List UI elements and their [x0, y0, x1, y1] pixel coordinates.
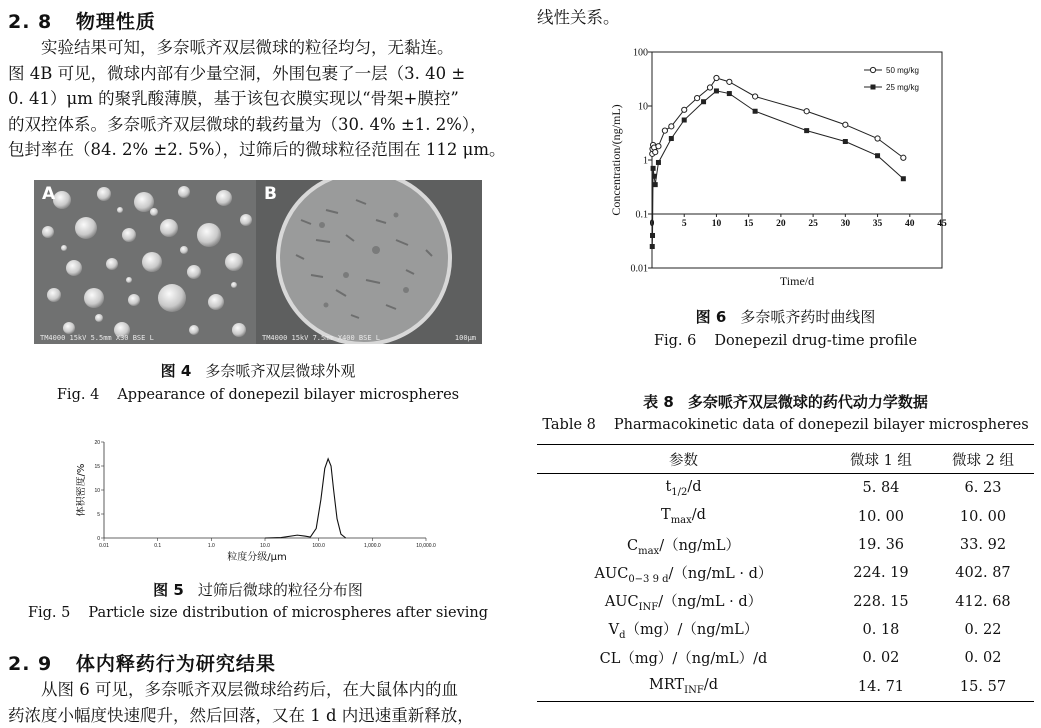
x-tick-label: 10,000.0 [416, 543, 436, 549]
microspheres-image [34, 180, 256, 344]
param-unit: /（ng/mL · d） [668, 565, 773, 582]
legend-label: 50 mg/kg [886, 66, 919, 75]
y-tick-label: 0 [97, 536, 100, 542]
x-axis-label: 粒度分级/μm [227, 552, 287, 563]
param-subscript: 1/2 [671, 486, 688, 498]
y-tick-label: 1 [643, 155, 648, 167]
caption-text: 多奈哌齐双层微球的药代动力学数据 [687, 393, 928, 411]
figure-5-chart [76, 436, 446, 566]
data-point [682, 107, 687, 112]
data-point [875, 136, 880, 141]
param-symbol: t [665, 479, 672, 495]
paragraph-line: 实验结果可知，多奈哌齐双层微球的粒径均匀，无黏连。 [41, 38, 454, 57]
data-point [727, 91, 732, 96]
data-point [804, 109, 809, 114]
y-tick-label: 100 [633, 47, 648, 59]
group1-value: 5. 84 [862, 480, 900, 497]
y-tick-label: 20 [94, 440, 100, 446]
data-point [843, 139, 848, 144]
y-axis-label: 体积密度/% [76, 463, 87, 517]
paragraph-line: 0. 41）μm 的聚乳酸薄膜，基于该包衣膜实现以“骨架+膜控” [8, 89, 459, 108]
param-cell [537, 503, 830, 531]
paragraph-in-vivo-release [8, 677, 508, 728]
param-unit: /d [687, 479, 702, 495]
param-unit: /（ng/mL） [659, 537, 740, 554]
y-tick-label: 10 [638, 101, 648, 113]
data-point [651, 166, 656, 171]
cross-section-image [256, 180, 482, 344]
x-tick-label: 100.0 [312, 543, 325, 549]
paragraph-line: 图 4B 可见，微球内部有少量空洞，外围包裹了一层（3. 40 ± [8, 63, 466, 83]
table-8 [537, 444, 1034, 702]
group2-value: 6. 23 [964, 480, 1002, 497]
series-line [652, 78, 903, 158]
data-point [707, 85, 712, 90]
table-8-caption-en [537, 417, 1034, 433]
y-tick-label: 0.01 [630, 263, 648, 275]
caption-text: 多奈哌齐双层微球外观 [205, 362, 356, 380]
group2-value: 0. 02 [964, 650, 1002, 667]
x-tick-label: 5 [681, 219, 687, 229]
param-unit: /d [691, 507, 706, 524]
x-tick-label: 1.0 [207, 543, 215, 549]
data-point [843, 122, 848, 127]
param-unit: （mg）/（ng/mL） [625, 622, 759, 639]
param-symbol: MRT [648, 677, 685, 694]
data-point [653, 150, 658, 155]
paragraph-line: 的双控体系。多奈哌齐双层微球的载药量为（30. 4% ±1. 2%）， [8, 114, 487, 134]
data-point [669, 136, 674, 141]
y-tick-label: 10 [94, 488, 100, 494]
data-point [650, 233, 655, 238]
legend-label: 25 mg/kg [886, 83, 919, 92]
paragraph-line: 药浓度小幅度快速爬升，然后回落，又在 1 d 内迅速重新释放， [8, 705, 474, 725]
caption-number: Fig. 4 [56, 387, 100, 403]
data-point [901, 176, 906, 181]
param-symbol: CL（mg）/（ng/mL）/d [599, 650, 768, 667]
panel-label-b: B [264, 184, 277, 204]
paragraph-line: 从图 6 可见，多奈哌齐双层微球给药后，在大鼠体内的血 [41, 680, 458, 699]
param-subscript: INF [684, 684, 704, 696]
legend-marker [871, 85, 876, 90]
data-point [656, 160, 661, 165]
group1-value: 224. 19 [853, 565, 909, 582]
x-tick-label: 25 [808, 219, 818, 229]
data-point [652, 174, 657, 179]
caption-number: Fig. 6 [653, 333, 697, 349]
data-point [753, 109, 758, 114]
y-tick-label: 15 [94, 464, 100, 470]
param-subscript: max [638, 545, 660, 557]
param-cell [537, 616, 830, 644]
x-tick-label: 0 [649, 219, 655, 229]
param-subscript: max [670, 515, 692, 527]
group1-value: 0. 18 [862, 621, 900, 638]
param-symbol: V [608, 622, 620, 639]
figure-4a-sem-image [34, 180, 256, 344]
data-point [650, 244, 655, 249]
table-row [537, 672, 1034, 701]
figure-4-caption-zh [8, 360, 508, 381]
param-symbol: C [626, 537, 639, 554]
param-cell [537, 644, 830, 672]
data-point [701, 99, 706, 104]
caption-number: Table 8 [542, 417, 596, 433]
param-unit: /d [703, 677, 718, 694]
caption-text: Appearance of donepezil bilayer microspheres [117, 387, 460, 403]
column-header: 微球 2 组 [952, 452, 1014, 469]
table-row [537, 531, 1034, 559]
data-point [656, 144, 661, 149]
data-point [662, 128, 667, 133]
caption-text: Pharmacokinetic data of donepezil bilayer microspheres [613, 417, 1029, 433]
x-tick-label: 15 [743, 219, 754, 229]
section-heading-2-9 [8, 649, 276, 676]
data-point [669, 124, 674, 129]
caption-number: 表 8 [643, 393, 674, 411]
figure-6-caption-en [537, 333, 1034, 349]
paragraph-line: 线性关系。 [537, 8, 620, 27]
group2-value: 15. 57 [959, 678, 1007, 695]
x-tick-label: 20 [776, 219, 786, 229]
data-point [714, 75, 719, 80]
param-symbol: AUC [594, 565, 629, 582]
caption-number: Fig. 5 [27, 605, 71, 621]
section-number: 2. 9 [8, 653, 53, 675]
x-tick-label: 10.0 [260, 543, 270, 549]
data-point [804, 128, 809, 133]
table-row [537, 587, 1034, 615]
data-point [901, 155, 906, 160]
caption-text: 过筛后微球的粒径分布图 [197, 581, 363, 599]
table-row [537, 503, 1034, 531]
x-axis-label: Time/d [779, 274, 815, 288]
particle-size-plot [76, 436, 446, 566]
section-title: 体内释药行为研究结果 [75, 653, 276, 675]
param-subscript: d [619, 630, 626, 642]
section-heading-2-8 [8, 7, 156, 34]
scale-bar-label: 100μm [454, 334, 476, 342]
section-title: 物理性质 [75, 11, 156, 33]
group2-value: 33. 92 [959, 537, 1007, 554]
data-point [714, 88, 719, 93]
table-row [537, 644, 1034, 672]
group1-value: 0. 02 [862, 650, 900, 667]
figure-4b-sem-image [256, 180, 482, 344]
data-point [727, 79, 732, 84]
group1-value: 14. 71 [857, 678, 905, 695]
figure-4-caption-en [8, 387, 508, 403]
param-symbol: T [661, 507, 671, 524]
x-tick-label: 35 [872, 219, 883, 229]
x-tick-label: 45 [937, 219, 947, 229]
group2-value: 402. 87 [955, 565, 1011, 582]
legend-marker [870, 67, 875, 72]
x-tick-label: 40 [905, 219, 915, 229]
group1-value: 19. 36 [857, 537, 905, 554]
data-point [753, 94, 758, 99]
param-cell [537, 672, 830, 701]
caption-text: Donepezil drug-time profile [714, 333, 918, 349]
param-cell [537, 559, 830, 587]
caption-number: 图 5 [153, 581, 184, 599]
paragraph-continuation [537, 5, 737, 31]
table-row [537, 559, 1034, 587]
paragraph-line: 包封率在（84. 2% ±2. 5%），过筛后的微球粒径范围在 112 μm。 [8, 140, 506, 159]
param-cell [537, 587, 830, 615]
table-row [537, 474, 1034, 503]
group2-value: 0. 22 [964, 621, 1002, 638]
drug-time-plot [606, 40, 966, 295]
y-tick-label: 0.1 [635, 209, 648, 221]
param-symbol: AUC [604, 594, 639, 611]
sem-footer-a: TM4000 15kV 5.5mm X30 BSE L [40, 334, 154, 342]
paragraph-physical-properties [8, 35, 508, 163]
table-header-row [537, 445, 1034, 474]
figure-6-chart [606, 40, 966, 295]
group1-value: 10. 00 [857, 508, 905, 525]
data-point [875, 153, 880, 158]
figure-5-caption-en [8, 605, 508, 621]
column-header: 微球 1 组 [849, 452, 912, 469]
x-tick-label: 0.01 [99, 543, 109, 549]
x-tick-label: 0.1 [154, 543, 162, 549]
data-point [695, 96, 700, 101]
figure-6-caption-zh [537, 306, 1034, 327]
group1-value: 228. 15 [853, 593, 909, 610]
group2-value: 10. 00 [959, 508, 1007, 525]
param-subscript: INF [638, 602, 659, 614]
group2-value: 412. 68 [955, 593, 1011, 610]
pharmacokinetic-table [537, 444, 1034, 702]
param-cell [537, 474, 830, 503]
data-point [653, 182, 658, 187]
section-number: 2. 8 [8, 11, 53, 33]
caption-text: Particle size distribution of microspheres after sieving [88, 605, 489, 621]
table-8-caption-zh [537, 391, 1034, 412]
column-header: 参数 [668, 452, 698, 469]
x-tick-label: 10 [711, 219, 722, 229]
distribution-curve [265, 459, 346, 538]
data-point [682, 118, 687, 123]
caption-text: 多奈哌齐药时曲线图 [740, 308, 876, 326]
param-subscript: 0−3 9 d [628, 573, 669, 585]
panel-label-a: A [42, 184, 56, 204]
y-axis-label: Concentration/(ng/mL) [609, 104, 623, 216]
caption-number: 图 4 [160, 362, 192, 380]
y-tick-label: 5 [97, 512, 100, 518]
param-unit: /（ng/mL · d） [658, 594, 763, 611]
x-tick-label: 30 [840, 219, 851, 229]
x-tick-label: 1,000.0 [363, 543, 381, 549]
figure-5-caption-zh [8, 579, 508, 600]
param-cell [537, 531, 830, 559]
table-row [537, 616, 1034, 644]
caption-number: 图 6 [695, 308, 727, 326]
sem-footer-b: TM4000 15kV 7.5mm X400 BSE L [262, 334, 381, 342]
